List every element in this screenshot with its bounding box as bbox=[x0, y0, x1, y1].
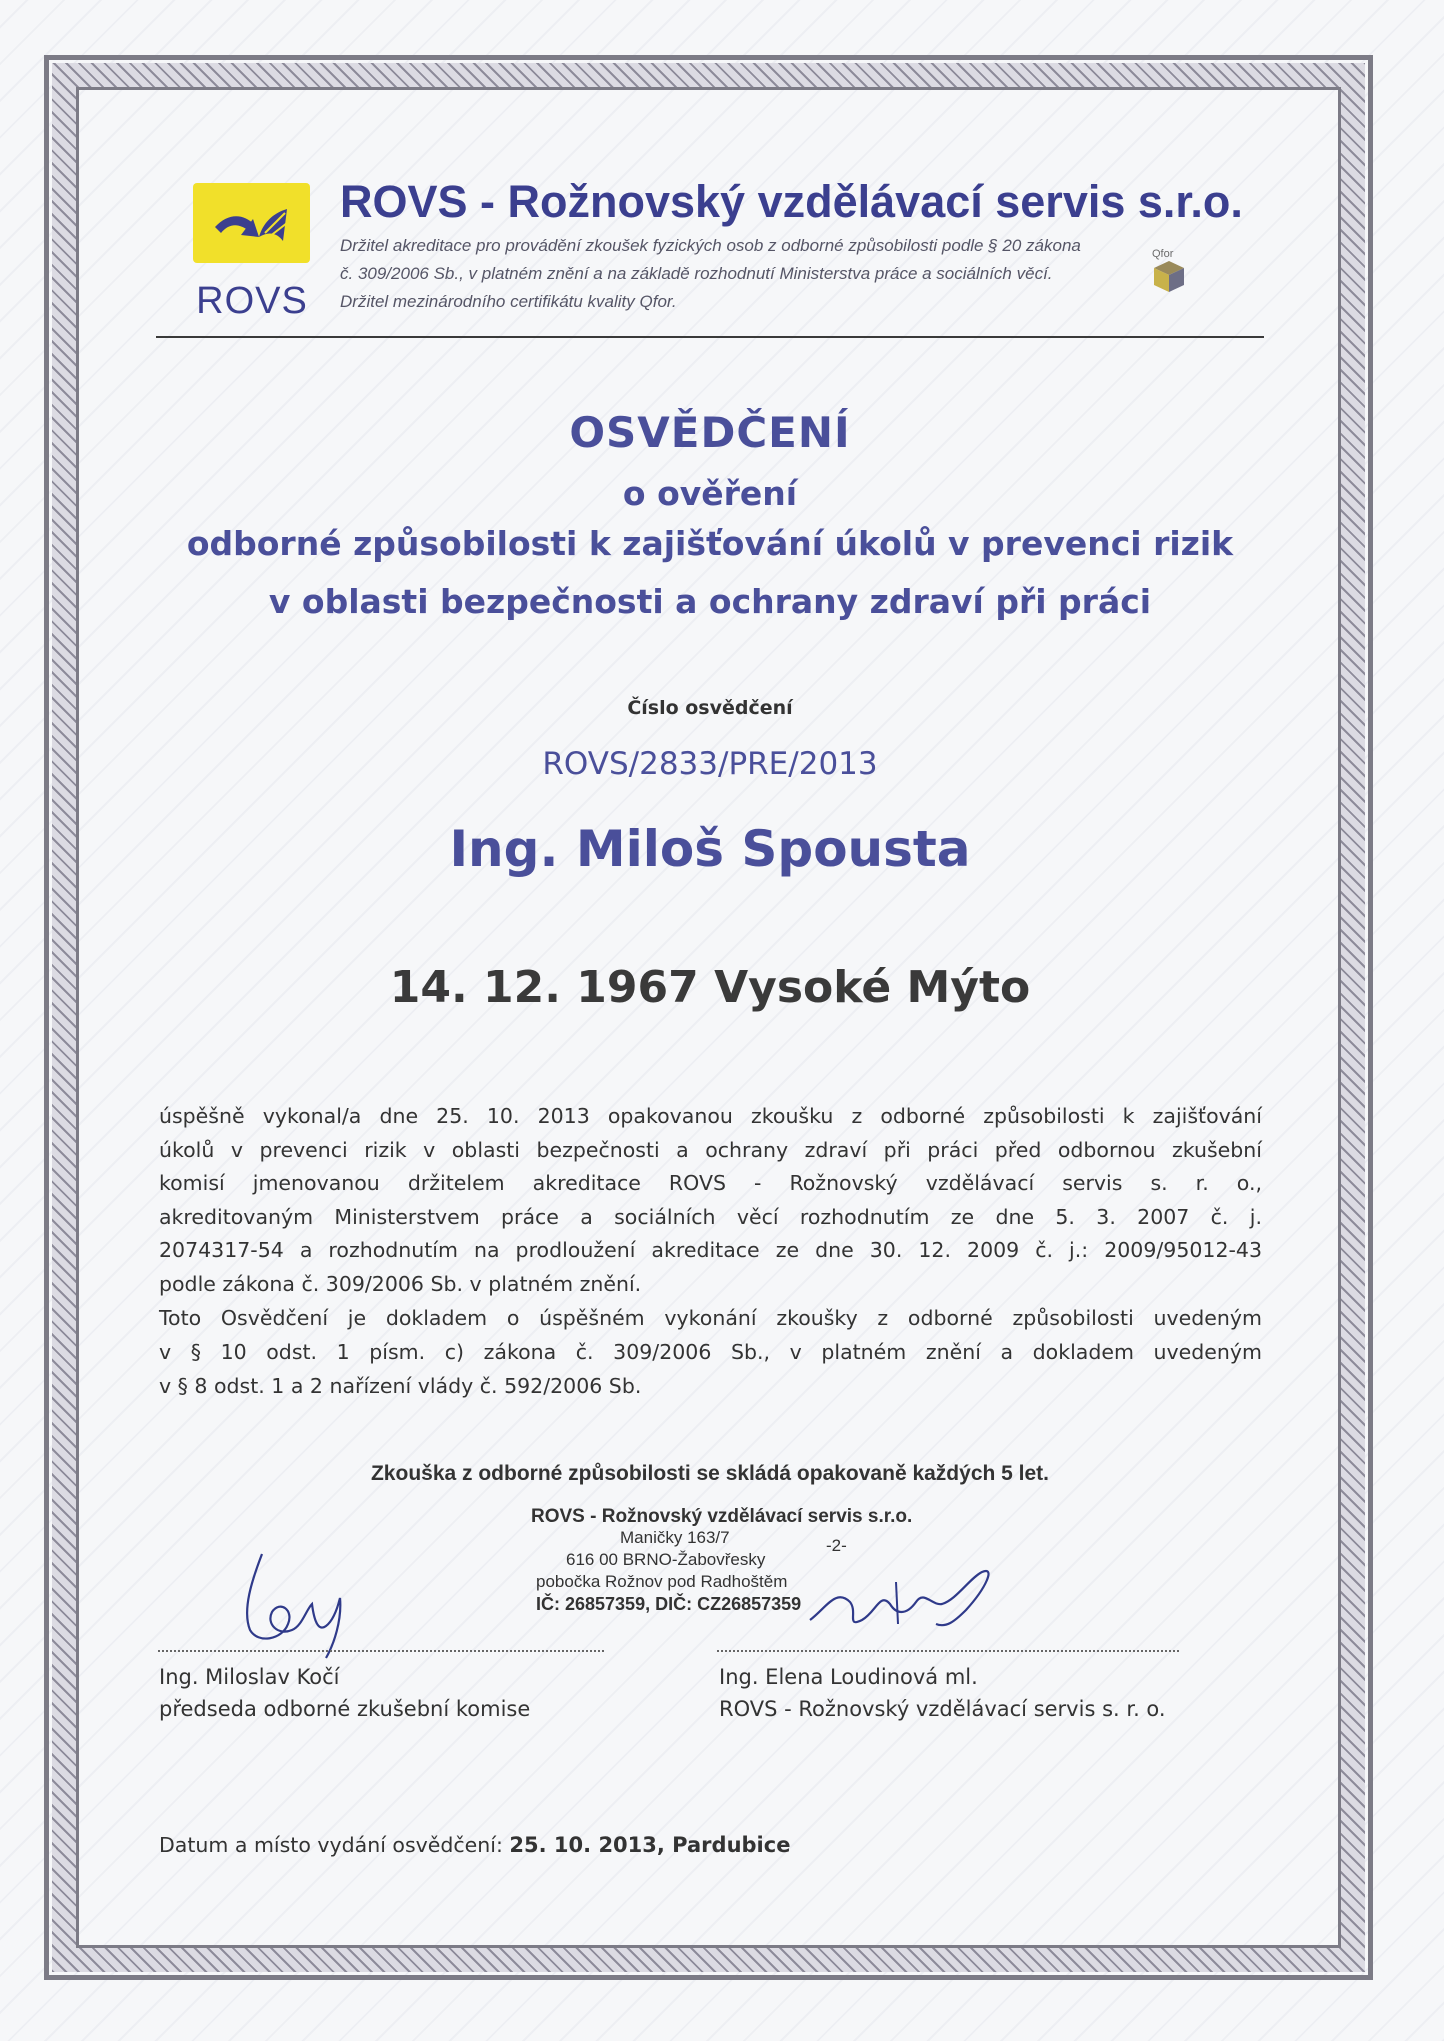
company-name: ROVS - Rožnovský vzdělávací servis s.r.o. bbox=[340, 176, 1243, 227]
body-text-line: 2074317-54 a rozhodnutím na prodloužení akreditace ze dne 30. 12. 2009 č. j.: 2009/95012-43 bbox=[159, 1238, 1262, 1262]
page-mark: -2- bbox=[826, 1536, 847, 1555]
body-text-line: Toto Osvědčení je dokladem o úspěšném vykonání zkoušky z odborné způsobilosti uvedeným bbox=[159, 1306, 1262, 1330]
issue-label: Datum a místo vydání osvědčení: bbox=[159, 1833, 503, 1857]
body-text-line: v § 10 odst. 1 písm. c) zákona č. 309/2006 Sb., v platném znění a dokladem uvedeným bbox=[159, 1340, 1262, 1364]
holder-birth-info: 14. 12. 1967 Vysoké Mýto bbox=[389, 962, 1031, 1013]
right-signature-line bbox=[717, 1650, 1179, 1652]
certificate-subtitle: odborné způsobilosti k zajišťování úkolů v prevenci rizik bbox=[186, 524, 1234, 563]
right-signer-name: Ing. Elena Loudinová ml. bbox=[719, 1665, 978, 1689]
accreditation-line: č. 309/2006 Sb., v platném znění a na základě rozhodnutí Ministerstva práce a sociálních věcí. bbox=[340, 264, 1053, 283]
certificate-title: OSVĚDČENÍ bbox=[569, 408, 851, 457]
left-signature-line bbox=[158, 1650, 604, 1652]
body-text-line: akreditovaným Ministerstvem práce a sociálních věcí rozhodnutím ze dne 5. 3. 2007 č. j. bbox=[159, 1205, 1262, 1229]
stamp-street: Maničky 163/7 bbox=[620, 1528, 730, 1547]
accreditation-line: Držitel akreditace pro provádění zkoušek fyzických osob z odborné způsobilosti podle § 20 zákona bbox=[340, 236, 1081, 255]
certificate-number-label: Číslo osvědčení bbox=[627, 697, 793, 719]
qfor-logo-icon bbox=[1148, 244, 1190, 294]
body-text-line: úspěšně vykonal/a dne 25. 10. 2013 opakovanou zkoušku z odborné způsobilosti k zajišťování bbox=[159, 1104, 1262, 1128]
qfor-label: Qfor bbox=[1152, 248, 1174, 260]
issue-value: 25. 10. 2013, Pardubice bbox=[509, 1833, 791, 1857]
certificate-holder: Ing. Miloš Spousta bbox=[449, 820, 971, 878]
right-signer-role: ROVS - Rožnovský vzdělávací servis s. r. o. bbox=[719, 1697, 1166, 1721]
issue-info bbox=[159, 1833, 790, 1857]
rovs-logo-icon bbox=[193, 183, 310, 263]
certificate-number: ROVS/2833/PRE/2013 bbox=[542, 746, 878, 782]
stamp-ids: IČ: 26857359, DIČ: CZ26857359 bbox=[536, 1594, 802, 1614]
header-divider bbox=[156, 336, 1264, 338]
body-text-line: v § 8 odst. 1 a 2 nařízení vlády č. 592/2006 Sb. bbox=[159, 1374, 642, 1398]
logo-text: ROVS bbox=[196, 280, 308, 322]
body-text-line: komisí jmenovanou držitelem akreditace ROVS - Rožnovský vzdělávací servis s. r. o., bbox=[159, 1171, 1262, 1195]
repeat-note: Zkouška z odborné způsobilosti se skládá opakovaně každých 5 let. bbox=[370, 1462, 1050, 1485]
body-text-line: úkolů v prevenci rizik v oblasti bezpečnosti a ochrany zdraví při práci před odbornou zkušební bbox=[159, 1138, 1262, 1162]
left-signature-icon bbox=[222, 1540, 372, 1660]
certificate-subtitle: o ověření bbox=[622, 474, 798, 513]
stamp-company: ROVS - Rožnovský vzdělávací servis s.r.o. bbox=[531, 1506, 913, 1527]
right-signature-icon bbox=[806, 1558, 1006, 1638]
left-signer-role: předseda odborné zkušební komise bbox=[159, 1697, 531, 1721]
certificate-subtitle: v oblasti bezpečnosti a ochrany zdraví při práci bbox=[268, 582, 1152, 621]
stamp-branch: pobočka Rožnov pod Radhoštěm bbox=[536, 1572, 788, 1591]
stamp-city: 616 00 BRNO-Žabovřesky bbox=[566, 1550, 766, 1569]
body-text-line: podle zákona č. 309/2006 Sb. v platném znění. bbox=[159, 1272, 642, 1296]
left-signer-name: Ing. Miloslav Kočí bbox=[159, 1665, 340, 1689]
accreditation-line: Držitel mezinárodního certifikátu kvality Qfor. bbox=[340, 292, 677, 311]
